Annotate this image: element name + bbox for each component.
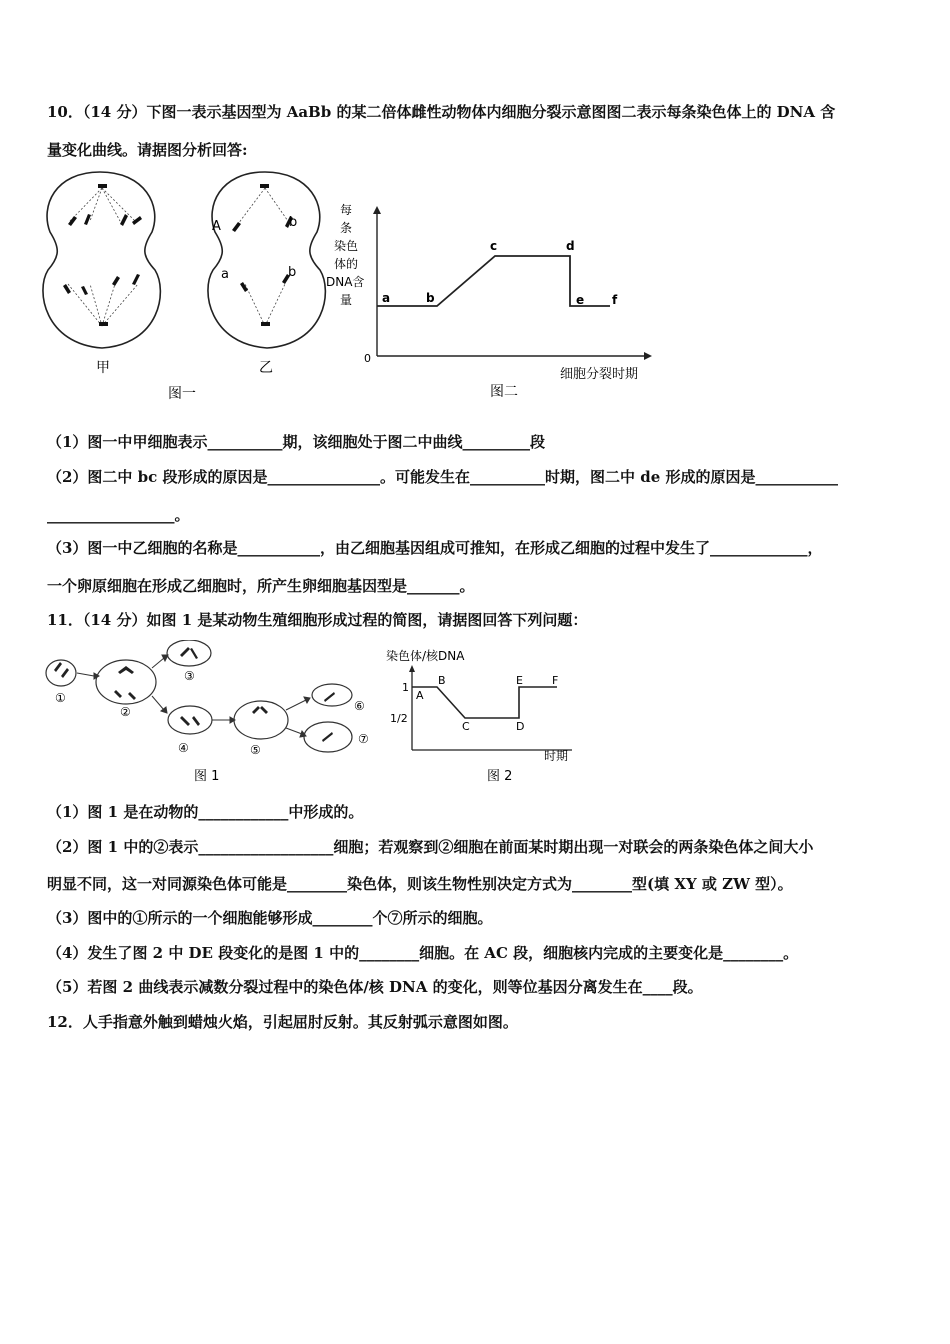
q11-sub2: （2）图 1 中的②表示__________________细胞；若观察到②细胞在前面某时期出现一对联会的两条染色体之间大小	[47, 838, 814, 856]
q11-figure-1	[44, 640, 384, 788]
q11-sub2-cont: 明显不同，这一对同源染色体可能是________染色体，则该生物性别决定方式为________型(填 XY 或 ZW 型）。	[47, 875, 793, 893]
point-b: b	[426, 291, 435, 305]
allele-b-bottom-label: b	[288, 265, 297, 280]
point-f: f	[612, 293, 618, 307]
q10-header: 10．（14 分）下图一表示基因型为 AaBb 的某二倍体雌性动物体内细胞分裂示意图图二表示每条染色体上的 DNA 含	[47, 103, 836, 121]
label-6: ⑥	[354, 699, 365, 713]
cell-yi-label: 乙	[259, 360, 273, 376]
q11-y-axis-label: 染色体/核DNA	[386, 649, 465, 663]
q10-header-cont: 量变化曲线。请据图分析回答:	[47, 141, 248, 159]
cell-jia-label: 甲	[96, 360, 110, 376]
cell-4	[168, 706, 212, 734]
q10-sub3: （3）图一中乙细胞的名称是___________，由乙细胞基因组成可推知，在形成乙细胞的过程中发生了_____________，	[47, 539, 823, 557]
q10-sub2: （2）图二中 bc 段形成的原因是_______________。可能发生在__________时期，图二中 de 形成的原因是___________	[47, 468, 838, 486]
point-B: B	[438, 674, 446, 687]
point-A: A	[416, 689, 424, 702]
cell-jia-outline	[43, 172, 160, 348]
y-tick-1: 1	[402, 681, 409, 694]
label-4: ④	[178, 741, 189, 755]
cell-5	[234, 701, 288, 739]
cell-3	[167, 640, 211, 666]
svg-text:条: 条	[340, 221, 353, 235]
q11-ratio-curve	[412, 687, 557, 718]
q11-sub3: （3）图中的①所示的一个细胞能够形成________个⑦所示的细胞。	[47, 909, 493, 927]
process-arrows	[77, 655, 310, 737]
svg-text:体的: 体的	[334, 257, 359, 271]
svg-text:每: 每	[340, 203, 353, 217]
point-c: c	[490, 239, 498, 253]
q10-figure-2	[320, 196, 665, 406]
q11-figure-1-caption: 图 1	[194, 769, 220, 784]
q10-figure-1	[40, 166, 330, 406]
origin-label: 0	[364, 352, 371, 365]
figure-2-caption: 图二	[490, 384, 518, 400]
label-5: ⑤	[250, 743, 261, 757]
point-E: E	[516, 674, 523, 687]
svg-text:DNA含: DNA含	[326, 275, 365, 289]
point-e: e	[576, 293, 585, 307]
chromosomes	[63, 184, 293, 326]
q11-sub1: （1）图 1 是在动物的____________中形成的。	[47, 803, 364, 821]
point-D: D	[516, 720, 525, 733]
allele-a-label: a	[221, 267, 229, 282]
label-1: ①	[55, 691, 66, 705]
label-2: ②	[120, 705, 131, 719]
q10-sub2-cont: _________________。	[47, 506, 190, 524]
x-axis-label: 细胞分裂时期	[560, 367, 639, 382]
figure-1-caption: 图一	[168, 386, 196, 402]
point-C: C	[462, 720, 470, 733]
q11-figure-2	[382, 646, 582, 788]
q10-sub3-cont: 一个卵原细胞在形成乙细胞时，所产生卵细胞基因型是_______。	[47, 577, 475, 595]
q12-header: 12．人手指意外触到蜡烛火焰，引起屈肘反射。其反射弧示意图如图。	[47, 1013, 518, 1031]
point-F: F	[552, 674, 559, 687]
chromosomes-q11	[54, 647, 335, 742]
q10-sub1: （1）图一中甲细胞表示__________期，该细胞处于图二中曲线_________段	[47, 433, 545, 451]
q11-header: 11．（14 分）如图 1 是某动物生殖细胞形成过程的简图，请据图回答下列问题：	[47, 611, 588, 629]
label-7: ⑦	[358, 732, 369, 746]
point-a: a	[382, 291, 391, 305]
label-3: ③	[184, 669, 195, 683]
q11-x-axis-label: 时期	[544, 749, 569, 763]
point-d: d	[566, 239, 575, 253]
svg-text:量: 量	[340, 293, 353, 307]
q11-figure-2-caption: 图 2	[487, 769, 513, 784]
spindle-fibers	[68, 188, 290, 326]
allele-b-top-label: b	[289, 215, 298, 230]
q11-sub4: （4）发生了图 2 中 DE 段变化的是图 1 中的________细胞。在 AC 段，细胞核内完成的主要变化是________。	[47, 944, 799, 962]
allele-A-label: A	[212, 219, 221, 234]
y-axis-label	[326, 202, 364, 307]
y-tick-half: 1/2	[390, 712, 408, 725]
svg-text:染色: 染色	[334, 239, 359, 253]
q11-sub5: （5）若图 2 曲线表示减数分裂过程中的染色体/核 DNA 的变化，则等位基因分离发生在____段。	[47, 978, 703, 996]
